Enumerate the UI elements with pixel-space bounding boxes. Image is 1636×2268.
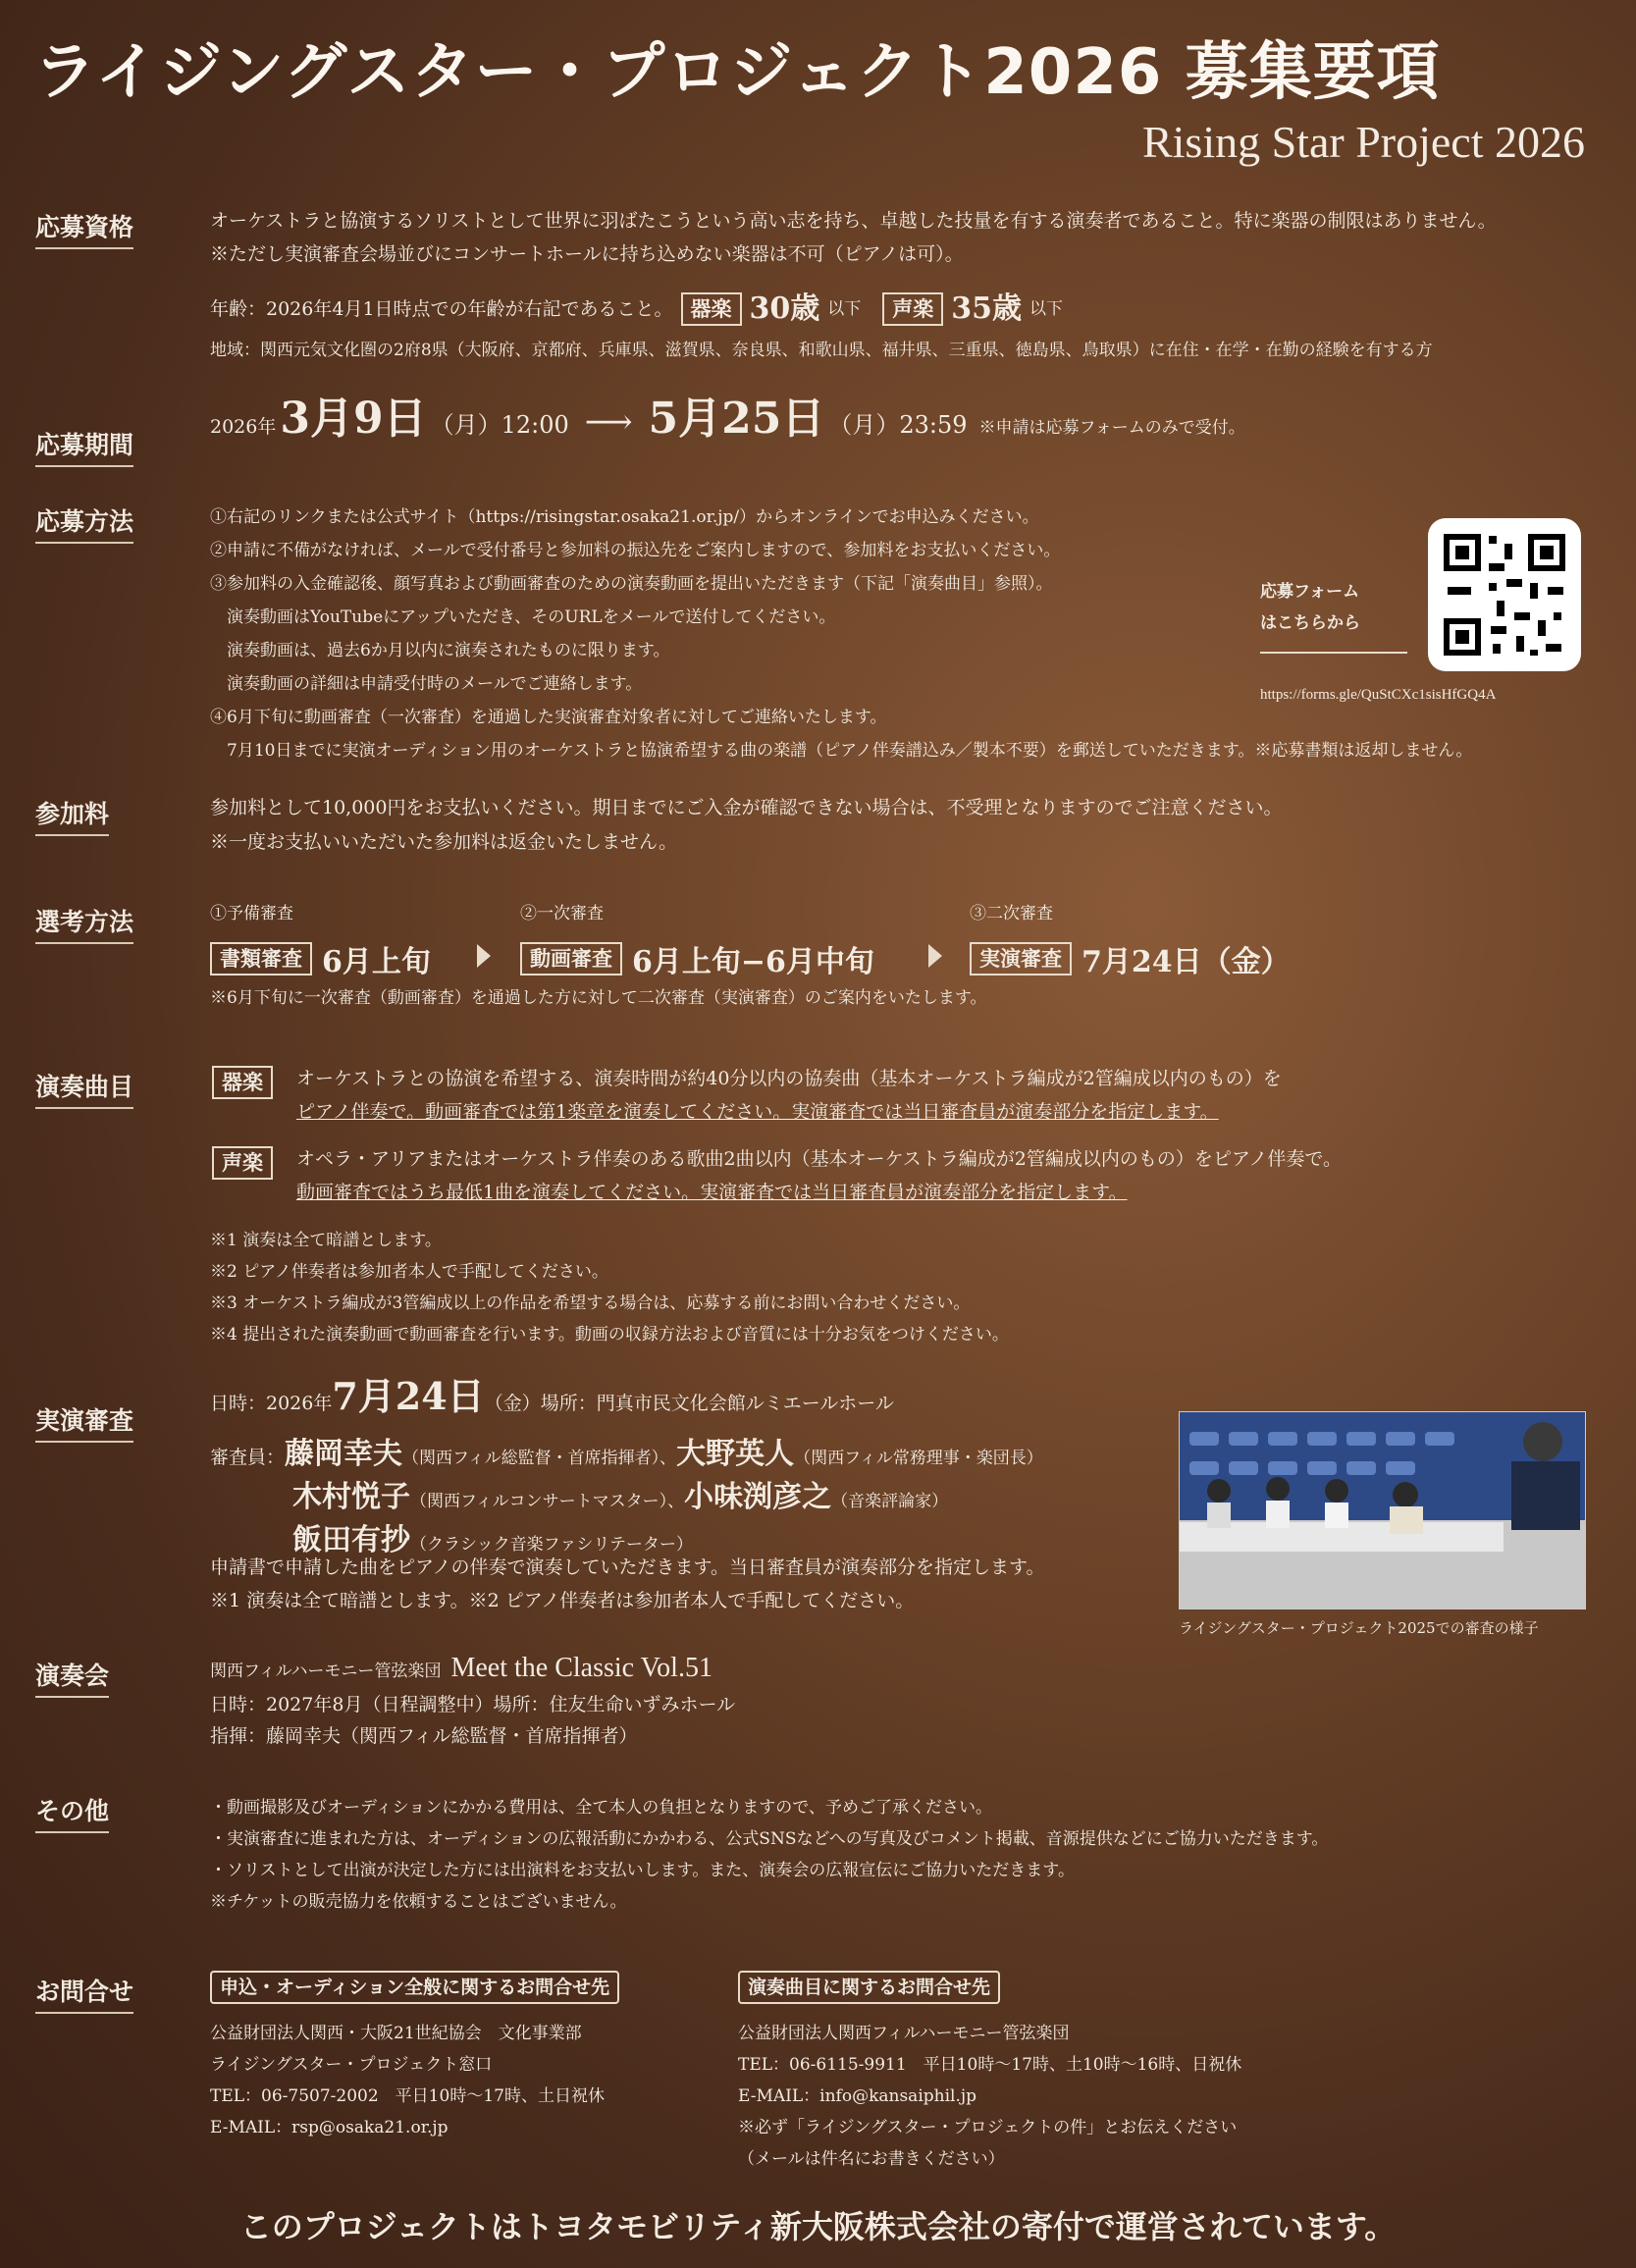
- other-line: ・動画撮影及びオーディションにかかる費用は、全て本人の負担となりますので、予めご了承ください。: [210, 1798, 992, 1818]
- period-end-time: （月）23:59: [828, 411, 968, 439]
- audition-photo-image: [1180, 1412, 1585, 1609]
- form-label-2: はこちらから: [1260, 613, 1360, 633]
- method-line: 7月10日までに実演オーディション用のオーケストラと協演希望する曲の楽譜（ピアノ伴奏譜込み／製本不要）を郵送していただきます。※応募書類は返却しません。: [210, 741, 1473, 761]
- step1: [210, 937, 431, 980]
- eligibility-line1: オーケストラと協演するソリストとして世界に羽ばたこうという高い志を持ち、卓越した技量を有する演奏者であること。特に楽器の制限はありません。: [210, 210, 1497, 232]
- heading-other: その他: [35, 1792, 109, 1833]
- heading-method: 応募方法: [35, 502, 133, 544]
- contact-left-line: 公益財団法人関西・大阪21世紀協会 文化事業部: [210, 2024, 582, 2043]
- method-line: 演奏動画の詳細は申請受付時のメールでご連絡します。: [210, 674, 643, 694]
- contact-right-line: TEL：06-6115-9911 平日10時〜17時、土10時〜16時、日祝休: [738, 2055, 1242, 2075]
- contact-right-lines: [738, 2018, 1241, 2175]
- form-arrow: [1260, 652, 1407, 654]
- method-line: ②申請に不備がなければ、メールで受付番号と参加料の振込先をご案内しますので、参加料をお支払いください。: [210, 541, 1061, 560]
- heading-selection: 選考方法: [35, 903, 133, 944]
- judge-role: （関西フィル総監督・首席指揮者）、: [402, 1449, 677, 1468]
- audition-photo: [1179, 1411, 1586, 1609]
- repertoire-note: ※1 演奏は全て暗譜とします。: [210, 1231, 442, 1250]
- period-start-time: （月）12:00: [430, 411, 569, 439]
- period-arrow: ⟶: [584, 402, 633, 442]
- other-line: ・実演審査に進まれた方は、オーディションの広報活動にかかわる、公式SNSなどへの写真及びコメント掲載、音源提供などにご協力いただきます。: [210, 1829, 1329, 1849]
- audition-date-suffix: （金）場所：門真市民文化会館ルミエールホール: [484, 1393, 894, 1414]
- heading-fee: 参加料: [35, 795, 109, 836]
- repertoire-voice-line1: オペラ・アリアまたはオーケストラ伴奏のある歌曲2曲以内（基本オーケストラ編成が2管編成以内のもの）をピアノ伴奏で。: [296, 1148, 1343, 1170]
- contact-right-line: 公益財団法人関西フィルハーモニー管弦楽団: [738, 2024, 1070, 2043]
- repertoire-note: ※4 提出された演奏動画で動画審査を行います。動画の収録方法および音質には十分お気をつけください。: [210, 1325, 1009, 1345]
- period-year: 2026年: [210, 416, 277, 438]
- method-line: 演奏動画は、過去6か月以内に演奏されたものに限ります。: [210, 641, 670, 660]
- step3-name: ③二次審査: [970, 904, 1053, 923]
- repertoire-inst-line1: オーケストラとの協演を希望する、演奏時間が約40分以内の協奏曲（基本オーケストラ編成が2管編成以内のもの）を: [296, 1068, 1282, 1089]
- audition-line1: 申請書で申請した曲をピアノの伴奏で演奏していただきます。当日審査員が演奏部分を指定します。: [210, 1556, 1045, 1578]
- method-line: ①右記のリンクまたは公式サイト（https://risingstar.osaka21.or.jp/）からオンラインでお申込みください。: [210, 507, 1039, 527]
- age-condition: 年齢：2026年4月1日時点での年齢が右記であること。: [210, 298, 673, 320]
- judge-name: 大野英人: [676, 1437, 795, 1471]
- period-end: 5月25日: [648, 394, 825, 444]
- heading-eligibility: 応募資格: [35, 208, 133, 249]
- form-label-1: 応募フォーム: [1260, 582, 1360, 602]
- heading-contact: お問合せ: [35, 1973, 133, 2014]
- form-url-link[interactable]: https://forms.gle/QuStCXc1sisHfGQ4A: [1260, 687, 1497, 703]
- qr-code-icon: [1428, 518, 1581, 671]
- judge-name: 小味渕彦之: [684, 1480, 832, 1514]
- contact-right-line: ※必ず「ライジングスター・プロジェクトの件」とお伝えください: [738, 2118, 1238, 2137]
- judge-role: （関西フィルコンサートマスター）、: [410, 1492, 685, 1511]
- judges-row-1: [210, 1429, 1043, 1472]
- method-line: ③参加料の入金確認後、顔写真および動画審査のための演奏動画を提出いただきます（下記「演奏曲目」参照）。: [210, 574, 1053, 594]
- period-note: ※申請は応募フォームのみで受付。: [978, 418, 1245, 438]
- concert-title: Meet the Classic Vol.51: [450, 1653, 712, 1683]
- step2-date: 6月上旬−6月中旬: [632, 945, 874, 979]
- other-list: [210, 1792, 1328, 1918]
- step3-label: 実演審査: [970, 942, 1072, 976]
- audition-line2: ※1 演奏は全て暗譜とします。※2 ピアノ伴奏者は参加者本人で手配してください。: [210, 1590, 915, 1611]
- concert-orchestra: 関西フィルハーモニー管弦楽団: [210, 1661, 442, 1681]
- heading-repertoire: 演奏曲目: [35, 1068, 133, 1109]
- audition-date-prefix: 日時：2026年: [210, 1393, 333, 1414]
- instrument-age: 30歳: [749, 291, 820, 326]
- step2-label: 動画審査: [520, 942, 622, 976]
- repertoire-voice-line2: 動画審査ではうち最低1曲を演奏してください。実演審査では当日審査員が演奏部分を指定します。: [296, 1182, 1128, 1203]
- step3-date: 7月24日（金）: [1082, 945, 1291, 979]
- photo-caption: ライジングスター・プロジェクト2025での審査の様子: [1179, 1619, 1539, 1637]
- eligibility-region: 地域：関西元気文化圏の2府8県（大阪府、京都府、兵庫県、滋賀県、奈良県、和歌山県、福井県、三重県、徳島県、鳥取県）に在住・在学・在勤の経験を有する方: [210, 341, 1433, 360]
- qr-code[interactable]: [1428, 518, 1581, 671]
- method-line: 演奏動画はYouTubeにアップいただき、そのURLをメールで送付してください。: [210, 607, 836, 627]
- period-start: 3月9日: [280, 394, 427, 444]
- page-title: ライジングスター・プロジェクト2026 募集要項: [33, 36, 1441, 109]
- step2-name: ②一次審査: [520, 904, 604, 923]
- voice-age: 35歳: [951, 291, 1023, 326]
- other-line: ※チケットの販売協力を依頼することはございません。: [210, 1892, 627, 1912]
- other-line: ・ソリストとして出演が決定した方には出演料をお支払いします。また、演奏会の広報宣伝にご協力いただきます。: [210, 1861, 1075, 1880]
- heading-audition: 実演審査: [35, 1401, 133, 1443]
- repertoire-note: ※2 ピアノ伴奏者は参加者本人で手配してください。: [210, 1262, 608, 1282]
- judge-name: 藤岡幸夫: [285, 1437, 403, 1471]
- instrument-label: 器楽: [681, 292, 742, 326]
- step1-name: ①予備審査: [210, 904, 293, 923]
- step3: [970, 937, 1291, 980]
- heading-period: 応募期間: [35, 426, 133, 467]
- eligibility-line2: ※ただし実演審査会場並びにコンサートホールに持ち込めない楽器は不可（ピアノは可）。: [210, 243, 964, 265]
- period-row: [210, 394, 1245, 444]
- audition-date: 7月24日: [332, 1374, 485, 1418]
- judge-role: （関西フィル常務理事・楽団長）: [794, 1449, 1043, 1468]
- step1-date: 6月上旬: [322, 945, 431, 979]
- footer-sponsor: このプロジェクトはトヨタモビリティ新大阪株式会社の寄付で運営されています。: [239, 2208, 1397, 2245]
- eligibility-age-row: [210, 292, 1063, 326]
- repertoire-voice-label: 声楽: [212, 1146, 273, 1180]
- contact-left-email[interactable]: E-MAIL：rsp@osaka21.or.jp: [210, 2118, 449, 2137]
- fee-line2: ※一度お支払いいただいた参加料は返金いたしません。: [210, 831, 678, 853]
- contact-left-lines: [210, 2018, 605, 2143]
- judges-row-2: [292, 1472, 948, 1515]
- judge-role: （音楽評論家）: [831, 1492, 949, 1511]
- instrument-age-suffix: 以下: [827, 298, 862, 319]
- voice-label: 声楽: [882, 292, 943, 326]
- chevron-right-icon: [477, 944, 491, 968]
- repertoire-inst-label: 器楽: [212, 1066, 273, 1099]
- page-subtitle: Rising Star Project 2026: [1141, 117, 1585, 167]
- contact-left-box: 申込・オーディション全般に関するお問合せ先: [210, 1971, 619, 2004]
- judge-name: 木村悦子: [292, 1480, 410, 1514]
- repertoire-note: ※3 オーケストラ編成が3管編成以上の作品を希望する場合は、応募する前にお問い合わせください。: [210, 1293, 971, 1313]
- step2: [520, 937, 874, 980]
- contact-left-line: ライジングスター・プロジェクト窓口: [210, 2055, 493, 2075]
- selection-note: ※6月下旬に一次審査（動画審査）を通過した方に対して二次審査（実演審査）のご案内をいたします。: [210, 988, 987, 1008]
- contact-right-line: （メールは件名にお書きください）: [738, 2149, 1005, 2169]
- audition-date-row: [210, 1374, 894, 1418]
- fee-line1: 参加料として10,000円をお支払いください。期日までにご入金が確認できない場合は、不受理となりますのでご注意ください。: [210, 797, 1283, 818]
- heading-concert: 演奏会: [35, 1657, 109, 1698]
- repertoire-notes: [210, 1225, 1009, 1350]
- judge-name: 飯田有抄: [292, 1523, 410, 1557]
- concert-line3: 指揮：藤岡幸夫（関西フィル総監督・首席指揮者）: [210, 1725, 638, 1747]
- contact-left-line: TEL：06-7507-2002 平日10時〜17時、土日祝休: [210, 2086, 605, 2106]
- repertoire-inst-line2: ピアノ伴奏で。動画審査では第1楽章を演奏してください。実演審査では当日審査員が演奏部分を指定します。: [296, 1101, 1219, 1123]
- concert-line2: 日時：2027年8月（日程調整中）場所：住友生命いずみホール: [210, 1694, 736, 1715]
- voice-age-suffix: 以下: [1029, 298, 1064, 319]
- method-line: ④6月下旬に動画審査（一次審査）を通過した実演審査対象者に対してご連絡いたします。: [210, 708, 887, 727]
- concert-line1: [210, 1653, 712, 1685]
- chevron-right-icon: [928, 944, 942, 968]
- judge-role: （クラシック音楽ファシリテーター）: [410, 1535, 693, 1555]
- contact-right-email[interactable]: E-MAIL：info@kansaiphil.jp: [738, 2086, 977, 2106]
- contact-right-box: 演奏曲目に関するお問合せ先: [738, 1971, 1000, 2004]
- judges-prefix: 審査員：: [210, 1447, 286, 1468]
- step1-label: 書類審査: [210, 942, 312, 976]
